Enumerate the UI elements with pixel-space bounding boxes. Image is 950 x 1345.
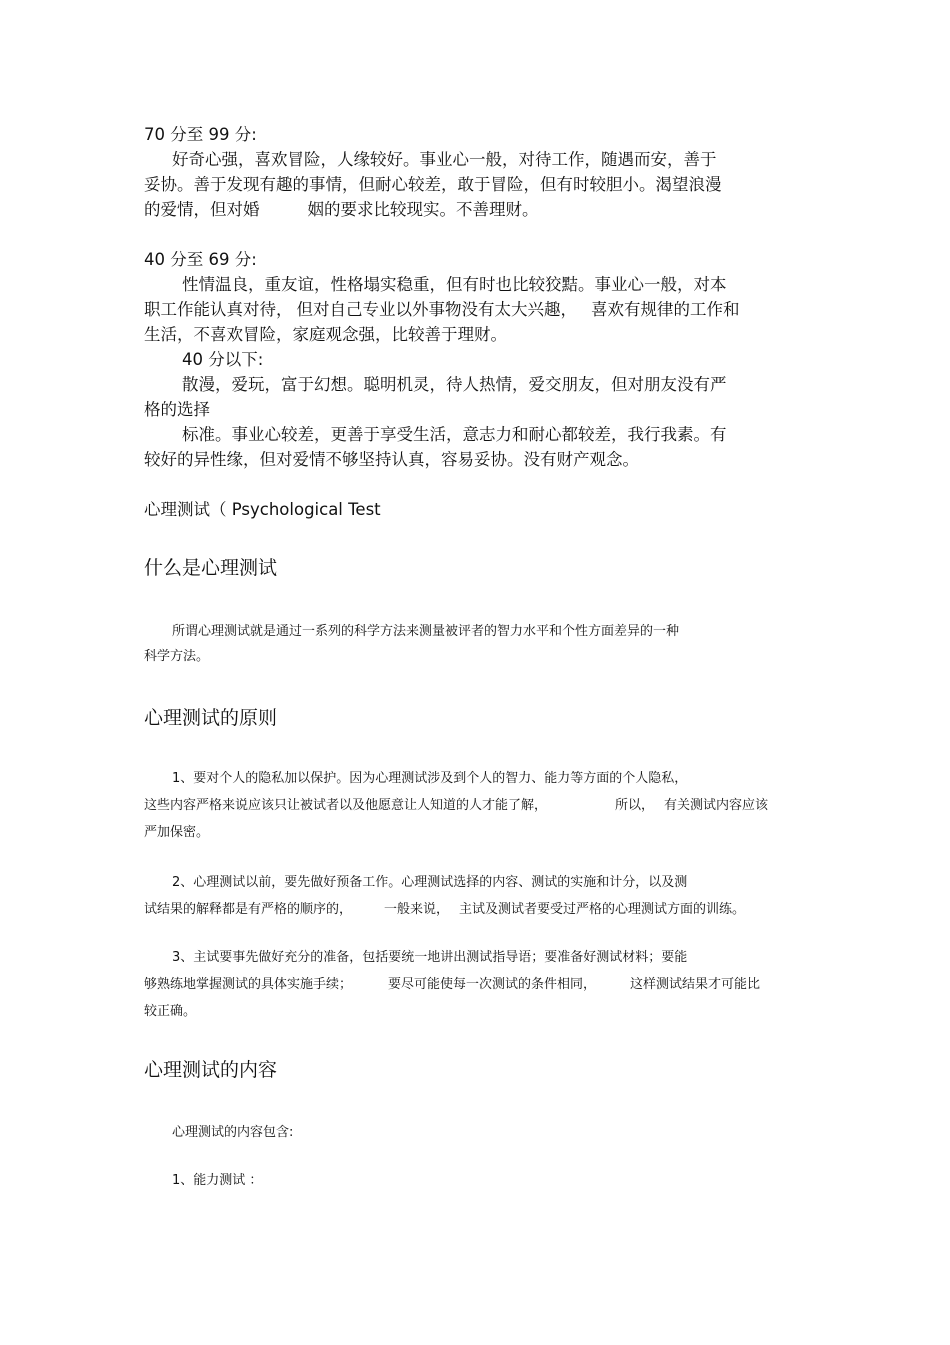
paragraph-fragment: 这样测试结果才可能比 xyxy=(630,977,761,992)
paragraph-fragment: 要尽可能使每一次测试的条件相同， xyxy=(388,977,597,992)
paragraph-line: 妥协。善于发现有趣的事情，但耐心较差，敢于冒险，但有时较胆小。渴望浪漫 xyxy=(144,175,722,194)
paragraph-line: 科学方法。 xyxy=(144,649,210,664)
paragraph-line: 所谓心理测试就是通过一系列的科学方法来测量被评者的智力水平和个性方面差异的一种 xyxy=(172,624,680,639)
section-heading-70-99: 70 分至 99 分: xyxy=(144,125,257,144)
heading-what-is: 什么是心理测试 xyxy=(144,557,278,579)
paragraph-fragment: 够熟练地掌握测试的具体实施手续； xyxy=(144,977,353,992)
paragraph-line: 严加保密。 xyxy=(144,825,210,840)
paragraph-line: 3、主试要事先做好充分的准备，包括要统一地讲出测试指导语；要准备好测试材料；要能 xyxy=(172,950,688,965)
paragraph-line: 较好的异性缘，但对爱情不够坚持认真，容易妥协。没有财产观念。 xyxy=(144,450,639,469)
paragraph-line: 较正确。 xyxy=(144,1004,197,1019)
heading-principles: 心理测试的原则 xyxy=(144,707,278,729)
paragraph-fragment: 但对自己专业以外事物没有太大兴趣， xyxy=(296,300,577,319)
paragraph-fragment: 试结果的解释都是有严格的顺序的， xyxy=(144,902,353,917)
paragraph-line: 1、要对个人的隐私加以保护。因为心理测试涉及到个人的智力、能力等方面的个人隐私， xyxy=(172,771,688,786)
section-heading-below-40: 40 分以下: xyxy=(182,350,264,369)
paragraph-line: 生活，不喜欢冒险，家庭观念强，比较善于理财。 xyxy=(144,325,507,344)
paragraph-line: 标准。事业心较差，更善于享受生活，意志力和耐心都较差，我行我素。有 xyxy=(182,425,727,444)
paragraph-line xyxy=(144,898,745,917)
document-title: 心理测试（ Psychological Test xyxy=(144,500,381,519)
paragraph-line xyxy=(144,973,760,992)
paragraph-line: 散漫，爱玩，富于幻想。聪明机灵，待人热情，爱交朋友，但对朋友没有严 xyxy=(182,375,727,394)
paragraph-line xyxy=(144,196,539,220)
paragraph-fragment: 主试及测试者要受过严格的心理测试方面的训练。 xyxy=(459,902,746,917)
paragraph-line: 格的选择 xyxy=(144,400,210,419)
heading-content: 心理测试的内容 xyxy=(144,1059,278,1081)
paragraph-fragment: 这些内容严格来说应该只让被试者以及他愿意让人知道的人才能了解， xyxy=(144,798,548,813)
paragraph-line xyxy=(144,296,740,320)
paragraph-line xyxy=(144,794,768,813)
section-heading-40-69: 40 分至 69 分: xyxy=(144,250,257,269)
paragraph-fragment: 一般来说， xyxy=(384,902,450,917)
paragraph-line: 性情温良，重友谊，性格塌实稳重，但有时也比较狡黠。事业心一般，对本 xyxy=(182,275,727,294)
paragraph-line: 2、心理测试以前，要先做好预备工作。心理测试选择的内容、测试的实施和计分，以及测 xyxy=(172,875,688,890)
paragraph-fragment: 的爱情，但对婚 xyxy=(144,200,260,219)
paragraph-fragment: 所以， xyxy=(615,798,655,813)
paragraph-line: 心理测试的内容包含: xyxy=(172,1125,294,1140)
paragraph-fragment: 职工作能认真对待， xyxy=(144,300,293,319)
paragraph-line: 好奇心强，喜欢冒险，人缘较好。事业心一般，对待工作，随遇而安，善于 xyxy=(172,150,717,169)
paragraph-fragment: 姻的要求比较现实。不善理财。 xyxy=(307,200,539,219)
paragraph-fragment: 有关测试内容应该 xyxy=(664,798,769,813)
list-item: 1、能力测试 ： xyxy=(172,1173,263,1188)
paragraph-fragment: 喜欢有规律的工作和 xyxy=(591,300,740,319)
